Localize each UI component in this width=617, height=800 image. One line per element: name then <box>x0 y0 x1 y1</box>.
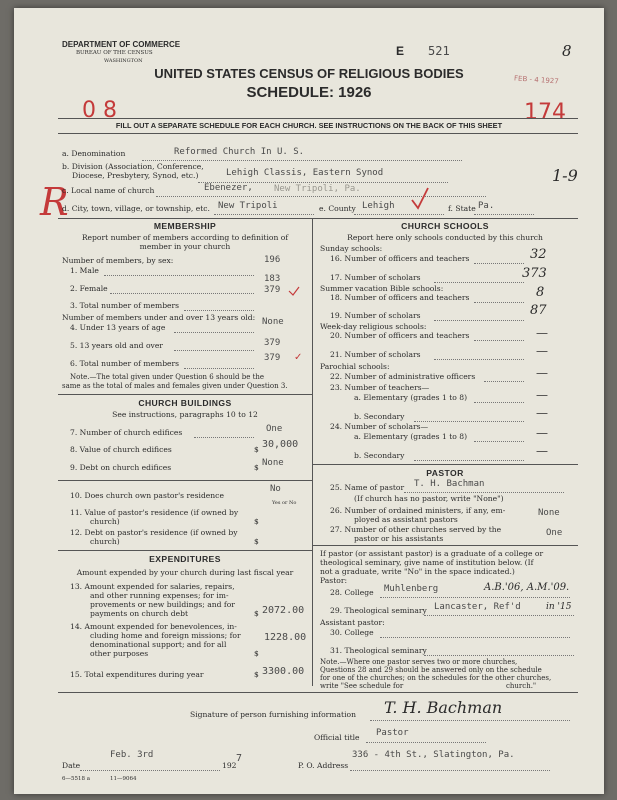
church-name-faint: New Tripoli, Pa. <box>274 184 361 194</box>
q15-dollar: $ <box>254 670 259 679</box>
q11-label-1: 11. Value of pastor's residence (if owned by <box>70 508 239 517</box>
census-form <box>14 8 604 794</box>
q19-label: 19. Number of scholars <box>330 311 421 320</box>
q9-label: 9. Debt on church edifices <box>70 463 172 472</box>
instructions-rule-top <box>58 118 578 119</box>
schools-title: CHURCH SCHOOLS <box>401 221 489 231</box>
column-divider <box>312 218 313 686</box>
q24-label: 24. Number of scholars— <box>330 422 429 431</box>
po-address-label: P. O. Address <box>298 761 349 770</box>
q1-label: 1. Male <box>70 266 99 275</box>
membership-note-2: same as the total of males and females given under Question 3. <box>62 382 288 390</box>
age-header: Number of members under and over 13 years old: <box>62 313 256 322</box>
pastor-note-1: Note.—Where one pastor serves two or more churches, <box>320 658 518 666</box>
red-code-left: 0 8 <box>82 98 117 123</box>
seminary-rule <box>312 545 578 546</box>
instructions-line: FILL OUT A SEPARATE SCHEDULE FOR EACH CHURCH. SEE INSTRUCTIONS ON THE BACK OF THIS SHEET <box>115 121 503 130</box>
q29-year: in '15 <box>546 602 572 612</box>
q26-label-2: ployed as assistant pastors <box>354 515 458 524</box>
division-mark: 1-9 <box>552 166 578 185</box>
body-bottom-rule <box>58 692 578 693</box>
date-year-digit: 7 <box>236 753 243 764</box>
q8-label: 8. Value of church edifices <box>70 445 172 454</box>
q7-value: One <box>266 424 283 434</box>
q2-label: 2. Female <box>70 284 108 293</box>
q14-label-3: denominational support; and for all <box>90 640 227 649</box>
expenditures-rule <box>58 550 312 551</box>
q18-label: 18. Number of officers and teachers <box>330 293 470 302</box>
q25-label: 25. Name of pastor <box>330 483 405 492</box>
q12-label-2: church) <box>90 537 120 546</box>
q2-red-check <box>288 286 300 296</box>
q11-dollar: $ <box>254 517 259 526</box>
q8-value: 30,000 <box>262 439 299 450</box>
q20-label: 20. Number of officers and teachers <box>330 331 470 340</box>
yes-no-hint: Yes or No <box>272 500 297 506</box>
membership-intro-1: Report number of members according to definition of <box>81 233 289 242</box>
pastor-rule <box>312 464 578 465</box>
q20-value: — <box>536 326 548 340</box>
form-title: UNITED STATES CENSUS OF RELIGIOUS BODIES <box>154 66 464 81</box>
denomination-label: a. Denomination <box>62 149 126 158</box>
county-value: Lehigh <box>362 201 395 211</box>
membership-intro-2: member in your church <box>139 242 231 251</box>
q21-value: — <box>536 344 548 358</box>
q27-value: One <box>546 528 563 538</box>
q2-total-value: 379 <box>264 285 281 295</box>
q29-label: 29. Theological seminary <box>330 606 427 615</box>
q23a-label: a. Elementary (grades 1 to 8) <box>354 393 468 402</box>
q7-label: 7. Number of church edifices <box>70 428 183 437</box>
q10-label: 10. Does church own pastor's residence <box>70 491 224 500</box>
date-value: Feb. 3rd <box>110 750 154 760</box>
q22-value: — <box>536 366 548 380</box>
q6-value: 379 <box>264 353 281 363</box>
q21-label: 21. Number of scholars <box>330 350 421 359</box>
q6-red-mark: ✓ <box>294 352 303 363</box>
q28-value: Muhlenberg <box>384 584 439 594</box>
schools-intro: Report here only schools conducted by this church <box>347 233 543 242</box>
q25-value: T. H. Bachman <box>414 479 485 489</box>
department-label: DEPARTMENT OF COMMERCE <box>62 40 181 49</box>
q12-label-1: 12. Debt on pastor's residence (if owned by <box>70 528 238 537</box>
q16-value: 32 <box>530 247 547 262</box>
q26-value: None <box>538 508 560 518</box>
q28-degrees: A.B.'06, A.M.'09. <box>484 582 570 593</box>
q10-value: No <box>270 484 281 494</box>
q13-label-3: provements or new buildings; and for <box>90 600 235 609</box>
pastor-note-2: Questions 28 and 29 should be answered only on the schedule <box>320 666 542 674</box>
q23b-value: — <box>536 406 548 420</box>
q14-label-4: other purposes <box>90 649 149 658</box>
q2-red-check-stroke <box>289 287 299 295</box>
q13-value: 2072.00 <box>262 605 305 616</box>
form-number-footer: 6—5518 a <box>62 776 91 782</box>
buildings-intro: See instructions, paragraphs 10 to 12 <box>112 410 258 419</box>
signature-value: T. H. Bachman <box>384 698 503 717</box>
seminary-intro-1: If pastor (or assistant pastor) is a graduate of a college or <box>320 549 544 558</box>
q17-label: 17. Number of scholars <box>330 273 421 282</box>
date-year: 192 <box>222 761 237 770</box>
expenditures-title: EXPENDITURES <box>149 554 221 564</box>
q15-value: 3300.00 <box>262 666 305 677</box>
sunday-label: Sunday schools: <box>320 244 383 253</box>
assistant-sublabel: Assistant pastor: <box>320 618 385 627</box>
weekday-label: Week-day religious schools: <box>320 322 427 331</box>
q27-label-1: 27. Number of other churches served by the <box>330 525 502 534</box>
q13-label-2: and other running expenses; for im- <box>90 591 229 600</box>
q24b-label: b. Secondary <box>354 451 405 460</box>
form-number: 521 <box>428 44 450 58</box>
summer-label: Summer vacation Bible schools: <box>320 284 444 293</box>
red-check-mark <box>410 186 430 212</box>
denomination-value: Reformed Church In U. S. <box>174 147 305 157</box>
red-code-right: 174 <box>524 100 566 125</box>
red-check-stroke <box>412 188 428 208</box>
city-field-value: New Tripoli <box>218 201 278 211</box>
division-value: Lehigh Classis, Eastern Synod <box>226 168 384 178</box>
body-top-rule <box>58 218 578 219</box>
q12-dollar: $ <box>254 537 259 546</box>
corner-mark: 8 <box>562 42 572 60</box>
expenditures-intro: Amount expended by your church during last fiscal year <box>76 568 294 577</box>
q19-value: 87 <box>530 303 547 318</box>
q29-value: Lancaster, Ref'd <box>434 602 521 612</box>
form-subtitle: SCHEDULE: 1926 <box>246 84 372 101</box>
q15-label: 15. Total expenditures during year <box>70 670 204 679</box>
q23a-value: — <box>536 388 548 402</box>
q3-label: 3. Total number of members <box>70 301 180 310</box>
q13-label-1: 13. Amount expended for salaries, repairs, <box>70 582 235 591</box>
q25-hint: (If church has no pastor, write "None") <box>354 494 504 503</box>
buildings-mid-rule <box>58 480 312 481</box>
q24a-value: — <box>536 426 548 440</box>
pastor-note-5: church." <box>506 682 537 690</box>
q11-label-2: church) <box>90 517 120 526</box>
q23b-label: b. Secondary <box>354 412 405 421</box>
church-name-label: c. Local name of church <box>62 186 155 195</box>
q5-label: 5. 13 years old and over <box>70 341 163 350</box>
seminary-intro-2: theological seminary, give name of institution below. (If <box>320 558 534 567</box>
pastor-note-3: for one of the churches; on the schedules for the other churches, <box>320 674 552 682</box>
q14-dollar: $ <box>254 649 259 658</box>
pastor-note-4: write "See schedule for <box>320 682 404 690</box>
instructions-rule-bottom <box>58 133 578 134</box>
q30-label: 30. College <box>330 628 374 637</box>
received-date-stamp: FEB - 4 1927 <box>513 74 559 86</box>
membership-title: MEMBERSHIP <box>153 221 217 231</box>
q31-label: 31. Theological seminary <box>330 646 427 655</box>
church-name-value: Ebenezer, <box>204 183 253 193</box>
q1-value: 196 <box>264 255 281 265</box>
q14-label-1: 14. Amount expended for benevolences, in- <box>70 622 237 631</box>
form-code: E <box>396 44 405 58</box>
q9-value: None <box>262 458 284 468</box>
q18-value: 8 <box>536 285 545 300</box>
buildings-title: CHURCH BUILDINGS <box>138 398 232 408</box>
q8-dollar: $ <box>254 445 259 454</box>
q24b-value: — <box>536 444 548 458</box>
form-number-footer-2: 11—9064 <box>110 776 137 782</box>
red-r-mark: R <box>40 180 69 224</box>
q28-label: 28. College <box>330 588 374 597</box>
q17-value: 373 <box>522 266 547 281</box>
parochial-label: Parochial schools: <box>320 362 390 371</box>
bureau-label: BUREAU OF THE CENSUS <box>76 50 153 56</box>
q24a-label: a. Elementary (grades 1 to 8) <box>354 432 468 441</box>
q23-label: 23. Number of teachers— <box>330 383 430 392</box>
official-title-value: Pastor <box>376 728 409 738</box>
q2-value: 183 <box>264 274 281 284</box>
pastor-title: PASTOR <box>426 468 464 478</box>
by-sex-label: Number of members, by sex: <box>62 256 174 265</box>
date-label: Date <box>62 761 81 770</box>
q13-dollar: $ <box>254 609 259 618</box>
county-label: e. County <box>319 204 356 213</box>
city-field-label: d. City, town, village, or township, etc. <box>62 204 210 213</box>
po-address-value: 336 - 4th St., Slatington, Pa. <box>352 750 515 760</box>
membership-note-1: Note.—The total given under Question 6 should be the <box>70 373 265 381</box>
signature-label: Signature of person furnishing information <box>190 710 356 719</box>
seminary-intro-3: not a graduate, write "No" in the space indicated.) <box>320 567 515 576</box>
q27-label-2: pastor or his assistants <box>354 534 444 543</box>
q9-dollar: $ <box>254 463 259 472</box>
q5-value: 379 <box>264 338 281 348</box>
q16-label: 16. Number of officers and teachers <box>330 254 470 263</box>
city-label: WASHINGTON <box>104 58 143 64</box>
state-value: Pa. <box>478 201 495 211</box>
q6-label: 6. Total number of members <box>70 359 180 368</box>
q4-label: 4. Under 13 years of age <box>70 323 166 332</box>
pastor-sublabel: Pastor: <box>320 576 348 585</box>
q22-label: 22. Number of administrative officers <box>330 372 476 381</box>
q13-label-4: payments on church debt <box>90 609 188 618</box>
q14-value: 1228.00 <box>264 632 307 643</box>
state-label: f. State <box>448 204 476 213</box>
division-label-1: b. Division (Association, Conference, <box>62 162 204 171</box>
q14-label-2: cluding home and foreign missions; for <box>90 631 241 640</box>
division-label-2: Diocese, Presbytery, Synod, etc.) <box>72 171 199 180</box>
official-title-label: Official title <box>314 733 360 742</box>
q4-value: None <box>262 317 284 327</box>
q26-label-1: 26. Number of ordained ministers, if any, em- <box>330 506 506 515</box>
buildings-rule <box>58 394 312 395</box>
